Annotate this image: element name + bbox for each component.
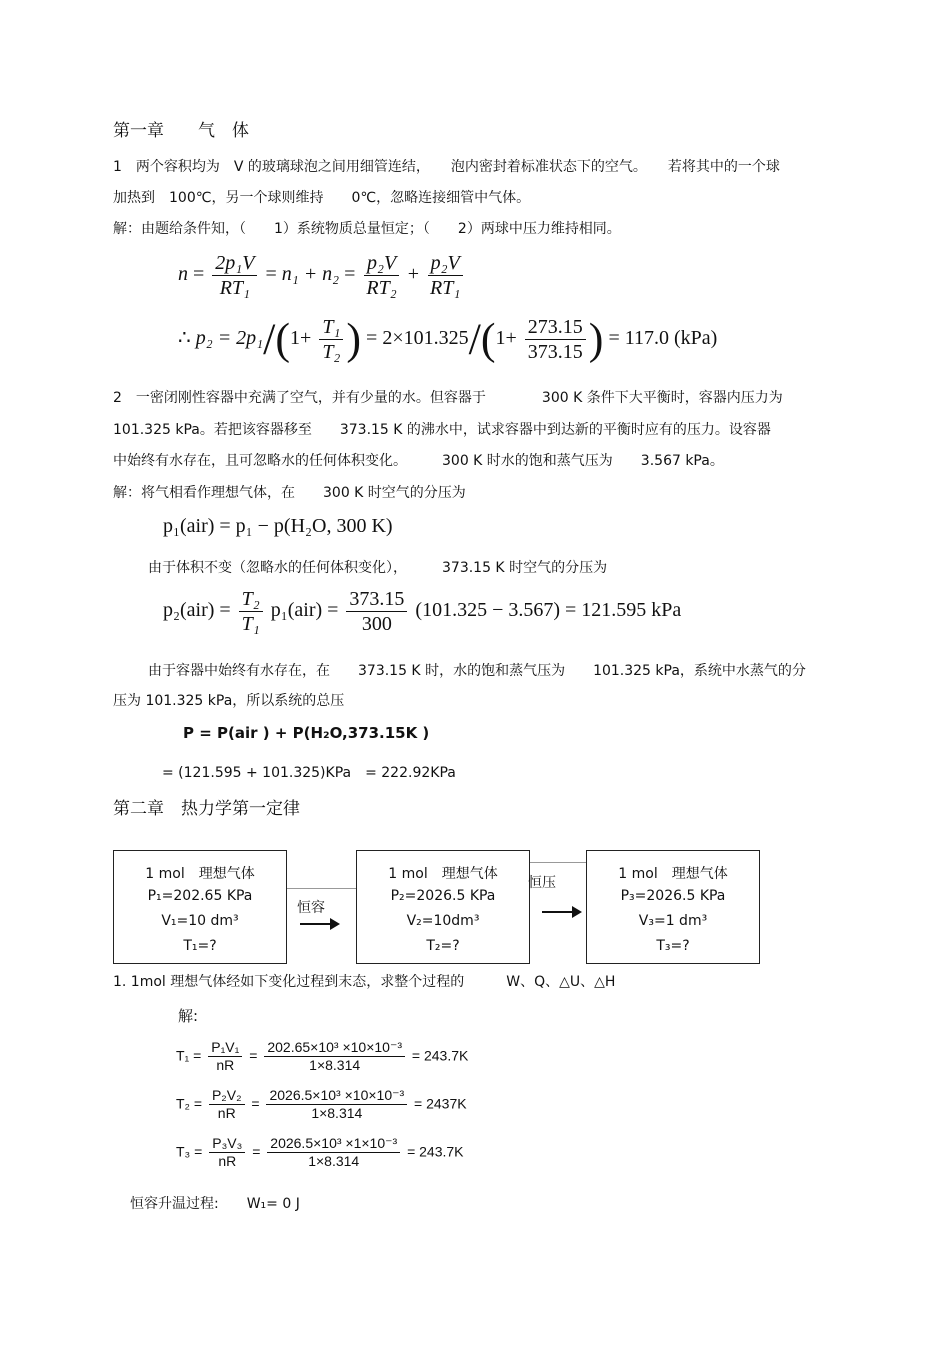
- problem1-line1: 1 两个容积均为 V 的玻璃球泡之间用细管连结， 泡内密封着标准状态下的空气。 若将其中的一个球: [113, 159, 780, 175]
- arrow-right-icon: [542, 911, 580, 913]
- solution1-intro: 解：由题给条件知，（ 1）系统物质总量恒定；（ 2）两球中压力维持相同。: [113, 221, 621, 237]
- problem2-line2: 101.325 kPa。若把该容器移至 373.15 K 的沸水中，试求容器中到达新的平衡时应有的压力。设容器: [113, 422, 771, 438]
- solution2-text: 由于体积不变（忽略水的任何体积变化）， 373.15 K 时空气的分压为: [148, 560, 608, 576]
- state-box-3: 1 mol 理想气体 P₃=2026.5 KPa V₃=1 dm³ T₃=?: [586, 850, 760, 964]
- solution-label: 解:: [178, 1007, 199, 1025]
- equation-6: = (121.595 + 101.325)KPa = 222.92KPa: [162, 765, 456, 781]
- state-box-1: 1 mol 理想气体 P₁=202.65 KPa V₁=10 dm³ T₁=?: [113, 850, 287, 964]
- equation-t2: T₂ = $\frac{\text{P₂V₂}}{nR}$ = $\frac{\text{2026.5×10³ ×10×10⁻³}}{1\times 8.314}$ = 2437K: [176, 1087, 467, 1122]
- equation-1: n = $\frac{\text{2p₁V}}{\text{RT₁}}$ = n₁ + n₂ = $\frac{\text{p₂V}}{\text{RT₂}}$ + $\frac{\text{p₂V}}{\text{RT₁}}$: [178, 252, 466, 299]
- arrow2-label: 恒压: [528, 875, 556, 891]
- problem1-line2: 加热到 100℃，另一个球则维持 0℃，忽略连接细管中气体。: [113, 190, 531, 206]
- chapter1-title: 第一章 气 体: [113, 121, 249, 141]
- arrow-right-icon: [300, 923, 338, 925]
- equation-t3: T₃ = $\frac{\text{P₃V₃}}{nR}$ = $\frac{\text{2026.5×10³ ×1×10⁻³}}{1\times 8.314}$ = 243.7K: [176, 1135, 464, 1170]
- solution2-line4: 由于容器中始终有水存在，在 373.15 K 时，水的饱和蒸气压为 101.325 kPa，系统中水蒸气的分: [148, 663, 806, 679]
- equation-2: ∴ p₂ = 2p₁/(1+ $\frac{\text{T₁}}{\text{T₂}}$ ) = 2×101.325/(1+ $\frac{273.15}{373.15}$ ) = 117.0 (kPa): [178, 314, 718, 364]
- problem2-line3: 中始终有水存在，且可忽略水的任何体积变化。 300 K 时水的饱和蒸气压为 3.567 kPa。: [113, 453, 724, 469]
- solution2-intro: 解：将气相看作理想气体，在 300 K 时空气的分压为: [113, 485, 466, 501]
- solution2-line5: 压为 101.325 kPa，所以系统的总压: [113, 693, 345, 709]
- problem2-line1: 2 一密闭刚性容器中充满了空气，并有少量的水。但容器于 300 K 条件下大平衡时，容器内压力为: [113, 390, 783, 406]
- chapter2-question1: 1. 1mol 理想气体经如下变化过程到末态，求整个过程的 W、Q、△U、△H: [113, 974, 616, 990]
- equation-3: p₁(air) = p₁ − p(H₂O, 300 K): [163, 515, 393, 537]
- arrow1-label: 恒容: [297, 900, 325, 916]
- equation-5: P = P(air ) + P(H₂O,373.15K ): [183, 724, 430, 742]
- equation-4: p₂(air) = $\frac{\text{T₂}}{\text{T₁}}$ p₁(air) = $\frac{373.15}{300}$ (101.325 − 3.567) = 121.595 kPa: [163, 588, 682, 635]
- chapter2-title: 第二章 热力学第一定律: [113, 799, 300, 819]
- isochoric-work: 恒容升温过程: W₁= 0 J: [130, 1196, 300, 1212]
- state-box-2: 1 mol 理想气体 P₂=2026.5 KPa V₂=10dm³ T₂=?: [356, 850, 530, 964]
- equation-t1: T₁ = $\frac{\text{P₁V₁}}{nR}$ = $\frac{\text{202.65×10³ ×10×10⁻³}}{1\times 8.314}$ = 243.7K: [176, 1039, 469, 1074]
